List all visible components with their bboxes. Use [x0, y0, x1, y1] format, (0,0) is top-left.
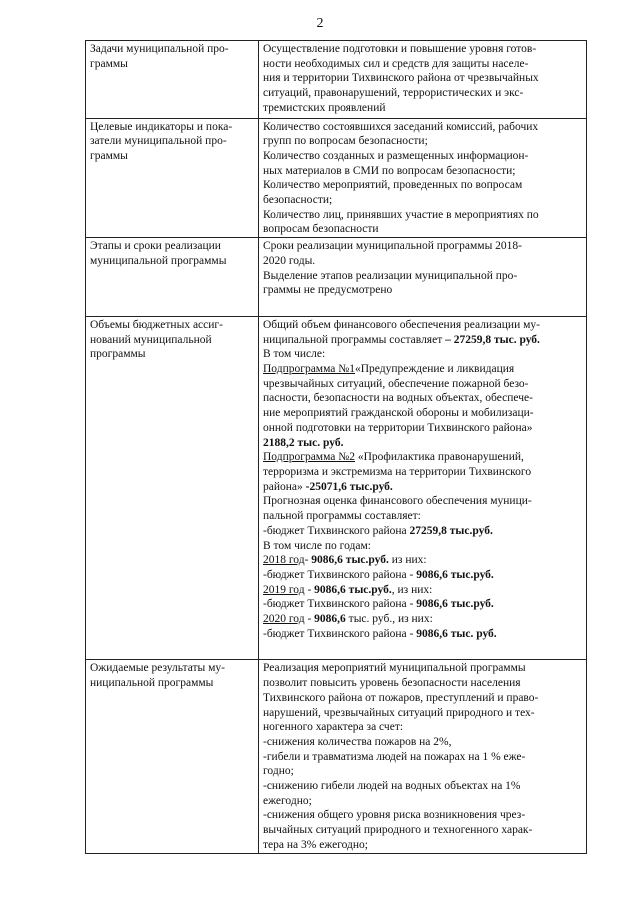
value-line: -снижения общего уровня риска возникновения чрез- [263, 809, 526, 822]
value-line: ежегодно; [263, 794, 312, 807]
value-line: -снижению гибели людей на водных объектах на 1% [263, 780, 521, 793]
value-line: Количество лиц, принявших участие в мероприятиях по [263, 208, 539, 221]
label-line: ниципальной программы [90, 677, 214, 690]
year-2020-budget-line [263, 627, 583, 642]
subprogram-2-amount-line [263, 480, 583, 495]
year-2019-line [263, 583, 583, 598]
subprogram-2-title: «Профилактика правонарушений, [354, 451, 524, 464]
label-line: затели муниципальной про- [90, 135, 227, 148]
forecast-line: Прогнозная оценка финансового обеспечения муници- [263, 495, 532, 508]
label-line: нований муниципальной [90, 333, 212, 346]
subprogram-1-title: «Предупреждение и ликвидация [354, 363, 515, 376]
forecast-budget-amount: 27259,8 тыс.руб. [409, 524, 493, 537]
value-line: Выделение этапов реализации муниципальной про- [263, 269, 518, 282]
value-line: безопасности; [263, 194, 333, 207]
value-line: ногенного характера за счет: [263, 721, 404, 734]
funding-text: ниципальной программы составляет [263, 333, 446, 346]
funding-including: В том числе: [263, 348, 326, 361]
subprogram-2-title-line: терроризма и экстремизма на территории Тихвинского [263, 465, 532, 478]
year-2018-budget-amount: 9086,6 тыс.руб. [416, 568, 494, 581]
value-line: ных материалов в СМИ по вопросам безопасности; [263, 164, 516, 177]
budget-label: -бюджет Тихвинского района - [263, 627, 417, 640]
row-label-results [86, 660, 259, 853]
value-line: Тихвинского района от пожаров, преступлений и право- [263, 691, 539, 704]
value-line: групп по вопросам безопасности; [263, 135, 428, 148]
program-passport-table [85, 40, 587, 854]
row-label-stages [86, 238, 259, 317]
subprogram-2-title: района» [263, 480, 306, 493]
value-line: Реализация мероприятий муниципальной программы [263, 662, 526, 675]
year-2018-budget-line [263, 568, 583, 583]
value-line: годно; [263, 765, 294, 778]
subprogram-1-link: Подпрограмма №1 [263, 363, 355, 376]
row-label-indicators [86, 118, 259, 238]
subprogram-1-amount: 2188,2 тыс. руб. [263, 436, 344, 449]
row-value-indicators [259, 118, 587, 238]
subprogram-1-title-line: чрезвычайных ситуаций, обеспечение пожарной безо- [263, 377, 529, 390]
subprogram-1-title-line: ние мероприятий гражданской обороны и мобилизаци- [263, 407, 534, 420]
year-2019-label: 2019 год [263, 583, 305, 596]
forecast-budget-label: -бюджет Тихвинского района [263, 524, 410, 537]
year-2018-line [263, 553, 583, 568]
label-line: Целевые индикаторы и пока- [90, 120, 233, 133]
value-line: ситуаций, правонарушений, террористических и экс- [263, 87, 524, 100]
value-line: ности необходимых сил и средств для защиты населе- [263, 57, 529, 70]
year-2020-label: 2020 год [263, 613, 305, 626]
year-sep: - [304, 583, 315, 596]
subprogram-2-amount: -25071,6 тыс.руб. [305, 480, 393, 493]
subprogram-1-title-line: пасности, безопасности на водных объектах, обеспече- [263, 392, 533, 405]
forecast-line: пальной программы составляет: [263, 510, 421, 523]
row-value-stages [259, 238, 587, 317]
value-line: 2020 годы. [263, 254, 316, 267]
subprogram-1-title-line: онной подготовки на территории Тихвинского района» [263, 421, 533, 434]
year-tail: , из них: [391, 583, 433, 596]
label-line: Этапы и сроки реализации [90, 240, 221, 253]
subprogram-1-title-line [263, 362, 583, 377]
value-line: тера на 3% ежегодно; [263, 838, 368, 851]
by-year-heading: В том числе по годам: [263, 539, 371, 552]
year-2019-amount: 9086,6 тыс.руб. [314, 583, 392, 596]
budget-label: -бюджет Тихвинского района - [263, 568, 417, 581]
year-tail: тыс. руб., из них: [345, 613, 433, 626]
funding-total-amount: – 27259,8 тыс. руб. [445, 333, 540, 346]
row-value-tasks [259, 41, 587, 119]
year-2018-amount: 9086,6 тыс.руб. [311, 554, 389, 567]
funding-total-line: Общий объем финансового обеспечения реализации му- [263, 318, 540, 331]
page-number: 2 [316, 16, 324, 31]
subprogram-2-title-line [263, 450, 583, 465]
year-2019-budget-amount: 9086,6 тыс.руб. [416, 598, 494, 611]
year-sep: - [304, 613, 315, 626]
value-line: Сроки реализации муниципальной программы 2018- [263, 240, 522, 253]
row-label-tasks [86, 41, 259, 119]
year-tail: из них: [388, 554, 427, 567]
subprogram-2-link: Подпрограмма №2 [263, 451, 355, 464]
row-label-funding [86, 316, 259, 659]
value-line: Количество мероприятий, проведенных по вопросам [263, 179, 523, 192]
table-row-tasks [86, 41, 587, 119]
year-2020-amount: 9086,6 [314, 613, 346, 626]
value-line: вопросам безопасности [263, 223, 379, 236]
label-line: Объемы бюджетных ассиг- [90, 318, 223, 331]
value-line: позволит повысить уровень безопасности населения [263, 677, 521, 690]
value-line: Количество созданных и размещенных информацион- [263, 149, 529, 162]
year-2019-budget-line [263, 597, 583, 612]
row-value-funding [259, 316, 587, 659]
value-line: вычайных ситуаций природного и техногенного харак- [263, 824, 533, 837]
table-row-indicators [86, 118, 587, 238]
value-line: Осуществление подготовки и повышение уровня готов- [263, 43, 537, 55]
table-row-funding [86, 316, 587, 659]
value-line: тремистских проявлений [263, 101, 386, 114]
label-line: Задачи муниципальной про- [90, 43, 229, 55]
year-sep: - [304, 554, 312, 567]
year-2020-line [263, 612, 583, 627]
value-line: Количество состоявшихся заседаний комиссий, рабочих [263, 120, 539, 133]
table-row-results [86, 660, 587, 853]
label-line: муниципальной программы [90, 254, 227, 267]
label-line: граммы [90, 149, 128, 162]
forecast-budget-line [263, 524, 583, 539]
subprogram-1-amount-line [263, 436, 583, 451]
value-line: -гибели и травматизма людей на пожарах на 1 % еже- [263, 750, 526, 763]
label-line: граммы [90, 57, 128, 70]
year-2020-budget-amount: 9086,6 тыс. руб. [416, 627, 497, 640]
value-line: ния и территории Тихвинского района от чрезвычайных [263, 72, 539, 85]
budget-label: -бюджет Тихвинского района - [263, 598, 417, 611]
funding-total-line [263, 333, 583, 348]
row-value-results [259, 660, 587, 853]
table-row-stages [86, 238, 587, 317]
value-line: нарушений, чрезвычайных ситуаций природного и тех- [263, 706, 535, 719]
label-line: Ожидаемые результаты му- [90, 662, 225, 675]
year-2018-label: 2018 год [263, 554, 305, 567]
label-line: программы [90, 348, 146, 361]
value-line: -снижения количества пожаров на 2%, [263, 735, 452, 748]
value-line: граммы не предусмотрено [263, 284, 393, 297]
